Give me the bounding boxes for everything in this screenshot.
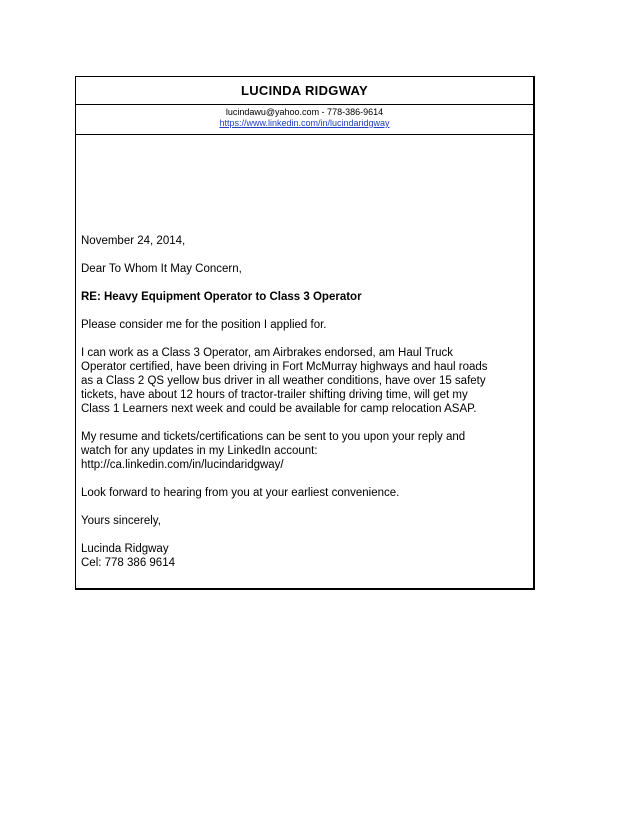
signature-phone: Cel: 778 386 9614 — [81, 557, 175, 569]
name-header — [76, 77, 533, 105]
paragraph-3: My resume and tickets/certifications can be sent to you upon your reply and watch for any updates in my LinkedIn account: http://ca.linkedin.com/in/lucindaridgway/ — [81, 431, 466, 471]
salutation: Dear To Whom It May Concern, — [81, 263, 242, 275]
linkedin-link[interactable]: https://www.linkedin.com/in/lucindaridgway — [219, 118, 390, 128]
paragraph-4: Look forward to hearing from you at your earliest convenience. — [81, 487, 400, 499]
paragraph-2: I can work as a Class 3 Operator, am Airbrakes endorsed, am Haul Truck Operator certified, have been driving in Fort McMurray highways and haul roads as a Class 2 QS yellow bus driver in all weather conditions, have over 15 safety tickets, have about 12 hours of tractor-trailer shifting driving time, will get my Class 1 Learners next week and could be available for camp relocation ASAP. — [81, 347, 488, 415]
email-phone: lucindawu@yahoo.com - 778-386-9614 — [225, 107, 384, 117]
paragraph-1: Please consider me for the position I applied for. — [81, 319, 327, 331]
letter-body — [81, 234, 528, 570]
closing: Yours sincerely, — [81, 515, 161, 527]
letter-box — [75, 76, 535, 590]
subject-line: RE: Heavy Equipment Operator to Class 3 Operator — [81, 291, 362, 303]
letter-date: November 24, 2014, — [81, 235, 186, 247]
contact-info — [76, 105, 533, 135]
applicant-name: LUCINDA RIDGWAY — [240, 83, 369, 98]
signature-name: Lucinda Ridgway — [81, 543, 169, 555]
